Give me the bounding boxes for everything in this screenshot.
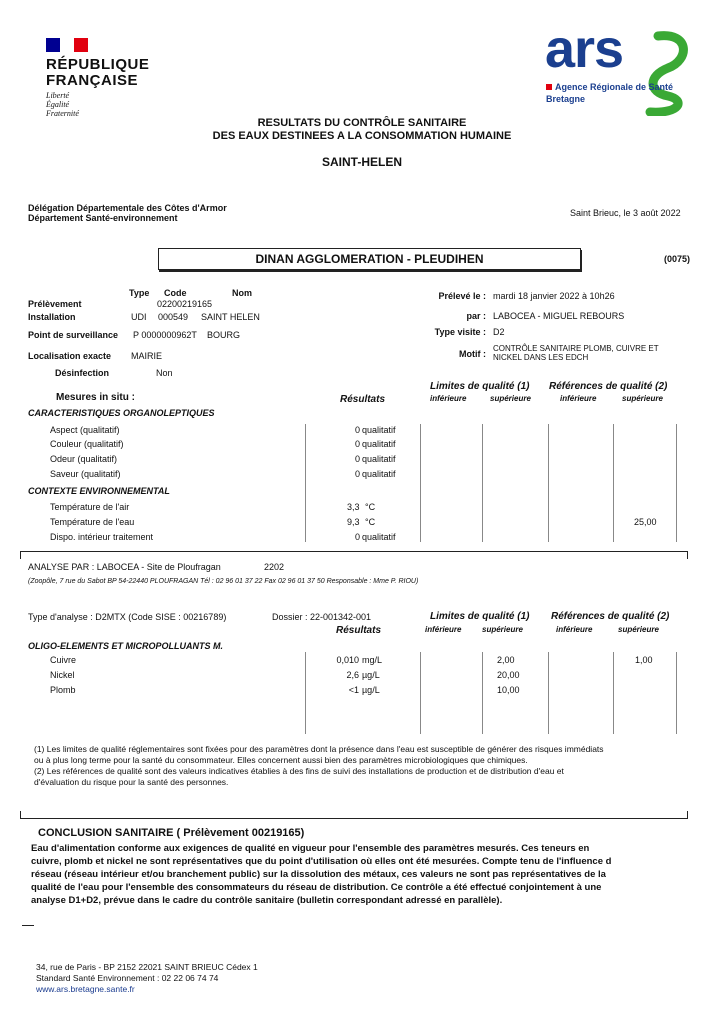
insitu-row-unit: qualitatif bbox=[362, 425, 396, 435]
insitu-row-unit: °C bbox=[365, 517, 376, 527]
analysis-col-divider bbox=[613, 652, 614, 734]
localisation-label: Localisation exacte bbox=[28, 351, 112, 361]
analysis-row-name: Cuivre bbox=[50, 655, 77, 665]
insitu-row-value: 0 bbox=[354, 425, 360, 435]
note2-line2: d'évaluation du risque pour la santé des personnes. bbox=[34, 777, 229, 787]
analysis-col-divider bbox=[482, 652, 483, 734]
motto-fraternite: Fraternité bbox=[46, 109, 79, 118]
col-type-header: Type bbox=[129, 288, 150, 298]
place-date: Saint Brieuc, le 3 août 2022 bbox=[570, 208, 681, 218]
analysis-col-divider bbox=[676, 652, 677, 734]
insitu-row-value: 0 bbox=[354, 469, 360, 479]
par-label: par : bbox=[466, 311, 486, 321]
desinfection-label: Désinfection bbox=[55, 368, 110, 378]
analysis-address: (Zoopôle, 7 rue du Sabot BP 54-22440 PLOUFRAGAN Tél : 02 96 01 37 22 Fax 02 96 01 37 50 Responsable : Mme P. RIOU) bbox=[28, 578, 419, 585]
insitu-row-name: Couleur (qualitatif) bbox=[50, 439, 124, 449]
analysis-col-divider bbox=[420, 652, 421, 734]
dash-mark bbox=[22, 925, 34, 926]
doc-title-line1: RESULTATS DU CONTRÔLE SANITAIRE bbox=[257, 117, 467, 129]
analysis-row-value: 0,010 bbox=[336, 655, 359, 665]
analysis-dossier: Dossier : 22-001342-001 bbox=[272, 612, 372, 622]
rule-tick bbox=[687, 811, 688, 819]
conclusion-title: CONCLUSION SANITAIRE ( Prélèvement 00219165) bbox=[38, 827, 305, 839]
insitu-col-divider bbox=[676, 424, 677, 542]
conclusion-line4: qualité de l'eau pour l'ensemble des consommateurs du réseau de distribution. Ce contrôle a été effectué conjointement à une bbox=[31, 882, 602, 893]
conclusion-line1: Eau d'alimentation conforme aux exigences de qualité en vigueur pour l'ensemble des paramètres mesurés. Ces teneurs en bbox=[31, 843, 590, 854]
analysis-row-ref-sup: 1,00 bbox=[635, 655, 653, 665]
conclusion-line2: cuivre, plomb et nickel ne sont représentatives que du point d'utilisation où elles ont été mesurées. Compte tenu de l'influence d bbox=[31, 856, 612, 867]
insitu-row-value: 9,3 bbox=[347, 517, 360, 527]
analysis-col-divider bbox=[305, 652, 306, 734]
rule-tick bbox=[20, 811, 21, 819]
motto-egalite: Égalité bbox=[46, 100, 70, 109]
analysis-row-unit: mg/L bbox=[362, 655, 383, 665]
analysis-ref-sup: supérieure bbox=[618, 625, 659, 634]
par-value: LABOCEA - MIGUEL REBOURS bbox=[493, 311, 625, 321]
insitu-results-header: Résultats bbox=[340, 394, 386, 405]
marianne-flag-icon bbox=[46, 38, 88, 52]
insitu-row-unit: °C bbox=[365, 502, 376, 512]
note1-line2: ou à plus long terme pour la santé du consommateur. Elles concernent aussi bien des paramètres microbiologiques que chimiques. bbox=[34, 755, 528, 765]
point-code: P 0000000962T bbox=[133, 330, 197, 340]
insitu-row-ref-sup: 25,00 bbox=[634, 517, 657, 527]
insitu-limites-header: Limites de qualité (1) bbox=[430, 381, 530, 392]
insitu-row-name: Température de l'eau bbox=[50, 517, 135, 527]
ars-logo-text: ars bbox=[545, 19, 624, 79]
sender-line2: Département Santé-environnement bbox=[28, 213, 178, 223]
analysis-row-value: 2,6 bbox=[346, 670, 359, 680]
analysis-row-lim-sup: 10,00 bbox=[497, 685, 520, 695]
insitu-references-header: Références de qualité (2) bbox=[549, 381, 668, 392]
insitu-col-divider bbox=[420, 424, 421, 542]
insitu-section-organoleptiques: CARACTERISTIQUES ORGANOLEPTIQUES bbox=[28, 408, 215, 418]
analysis-limites-header: Limites de qualité (1) bbox=[430, 611, 530, 622]
insitu-row-name: Saveur (qualitatif) bbox=[50, 469, 121, 479]
insitu-col-divider bbox=[548, 424, 549, 542]
insitu-row-name: Dispo. intérieur traitement bbox=[50, 532, 154, 542]
insitu-ref-sup: supérieure bbox=[622, 394, 663, 403]
rule-tick bbox=[20, 551, 21, 559]
footer-website-link[interactable]: www.ars.bretagne.sante.fr bbox=[36, 984, 135, 994]
footer-phone: Standard Santé Environnement : 02 22 06 74 74 bbox=[36, 973, 219, 983]
insitu-col-divider bbox=[482, 424, 483, 542]
analysis-row-unit: µg/L bbox=[362, 685, 380, 695]
analysis-references-header: Références de qualité (2) bbox=[551, 611, 670, 622]
analysis-by: ANALYSE PAR : LABOCEA - Site de Ploufragan bbox=[28, 562, 221, 572]
analysis-row-name: Plomb bbox=[50, 685, 76, 695]
installation-name: SAINT HELEN bbox=[201, 312, 260, 322]
insitu-row-value: 0 bbox=[354, 532, 360, 542]
conclusion-line3: réseau (réseau intérieur et/ou branchement public) sur la dissolution des métaux, ces valeurs ne sont pas représentatives de la bbox=[31, 869, 606, 880]
analysis-col-divider bbox=[548, 652, 549, 734]
col-nom-header: Nom bbox=[232, 288, 252, 298]
analysis-type: Type d'analyse : D2MTX (Code SISE : 00216789) bbox=[28, 612, 227, 622]
insitu-row-name: Température de l'air bbox=[50, 502, 130, 512]
analysis-row-unit: µg/L bbox=[362, 670, 380, 680]
network-code: (0075) bbox=[664, 254, 691, 264]
network-name: DINAN AGGLOMERATION - PLEUDIHEN bbox=[255, 252, 484, 266]
insitu-col-divider bbox=[305, 424, 306, 542]
type-visite-value: D2 bbox=[493, 327, 505, 337]
ars-red-square-icon bbox=[546, 84, 552, 90]
insitu-heading: Mesures in situ : bbox=[56, 392, 135, 403]
insitu-col-divider bbox=[613, 424, 614, 542]
analysis-row-name: Nickel bbox=[50, 670, 75, 680]
type-visite-label: Type visite : bbox=[434, 327, 486, 337]
point-label: Point de surveillance bbox=[28, 330, 119, 340]
ars-agency: Agence Régionale de Santé bbox=[555, 82, 674, 92]
analysis-section: OLIGO-ELEMENTS ET MICROPOLLUANTS M. bbox=[28, 641, 223, 651]
rf-line1: RÉPUBLIQUE bbox=[46, 56, 150, 73]
installation-label: Installation bbox=[28, 312, 76, 322]
sender-line1: Délégation Départementale des Côtes d'Armor bbox=[28, 203, 227, 213]
analysis-lim-inf: inférieure bbox=[425, 625, 462, 634]
conclusion-top-rule bbox=[20, 818, 688, 819]
footer-address: 34, rue de Paris - BP 2152 22021 SAINT BRIEUC Cédex 1 bbox=[36, 962, 258, 972]
analysis-row-value: <1 bbox=[348, 685, 359, 695]
ars-region: Bretagne bbox=[546, 94, 586, 104]
analysis-by-code: 2202 bbox=[264, 562, 285, 572]
motto-liberte: Liberté bbox=[46, 91, 70, 100]
desinfection-value: Non bbox=[156, 368, 173, 378]
motif-label: Motif : bbox=[459, 349, 486, 359]
note2-line1: (2) Les références de qualité sont des valeurs indicatives établies à des fins de suivi des installations de production et de distribution d'eau et bbox=[34, 766, 564, 776]
insitu-row-value: 0 bbox=[354, 439, 360, 449]
note1-line1: (1) Les limites de qualité réglementaires sont fixées pour des paramètres dont la présence dans l'eau est susceptible de générer des risques immédiats bbox=[34, 744, 604, 754]
prelevement-label: Prélèvement bbox=[28, 299, 82, 309]
commune-name: SAINT-HELEN bbox=[321, 155, 402, 169]
motif-line2: NICKEL DANS LES EDCH bbox=[493, 353, 589, 362]
col-code-header: Code bbox=[164, 288, 187, 298]
insitu-row-unit: qualitatif bbox=[362, 469, 396, 479]
motif-line1: CONTRÔLE SANITAIRE PLOMB, CUIVRE ET bbox=[493, 344, 659, 353]
analysis-lim-sup: supérieure bbox=[482, 625, 523, 634]
analysis-ref-inf: inférieure bbox=[556, 625, 593, 634]
preleve-le-label: Prélevé le : bbox=[438, 291, 486, 301]
localisation-value: MAIRIE bbox=[131, 351, 163, 361]
insitu-row-unit: qualitatif bbox=[362, 454, 396, 464]
insitu-row-unit: qualitatif bbox=[362, 532, 396, 542]
rule-tick bbox=[687, 551, 688, 559]
insitu-row-value: 3,3 bbox=[347, 502, 360, 512]
insitu-row-unit: qualitatif bbox=[362, 439, 396, 449]
analysis-row-lim-sup: 2,00 bbox=[497, 655, 515, 665]
analysis-results-header: Résultats bbox=[336, 625, 382, 636]
analysis-row-lim-sup: 20,00 bbox=[497, 670, 520, 680]
rf-line2: FRANÇAISE bbox=[46, 72, 139, 89]
insitu-lim-sup: supérieure bbox=[490, 394, 531, 403]
prelevement-code: 02200219165 bbox=[157, 299, 213, 309]
insitu-section-environnement: CONTEXTE ENVIRONNEMENTAL bbox=[28, 486, 170, 496]
analysis-top-rule bbox=[20, 551, 688, 552]
insitu-lim-inf: inférieure bbox=[430, 394, 467, 403]
insitu-ref-inf: inférieure bbox=[560, 394, 597, 403]
network-box bbox=[158, 248, 581, 270]
preleve-le-value: mardi 18 janvier 2022 à 10h26 bbox=[493, 291, 615, 301]
insitu-row-value: 0 bbox=[354, 454, 360, 464]
installation-code: 000549 bbox=[158, 312, 189, 322]
insitu-row-name: Odeur (qualitatif) bbox=[50, 454, 118, 464]
point-name: BOURG bbox=[207, 330, 241, 340]
conclusion-line5: analyse D1+D2, prévue dans le cadre du contrôle sanitaire (bulletin correspondant adressé en parallèle). bbox=[31, 895, 503, 906]
insitu-row-name: Aspect (qualitatif) bbox=[50, 425, 120, 435]
doc-title-line2: DES EAUX DESTINEES A LA CONSOMMATION HUMAINE bbox=[212, 130, 512, 142]
installation-type: UDI bbox=[131, 312, 147, 322]
